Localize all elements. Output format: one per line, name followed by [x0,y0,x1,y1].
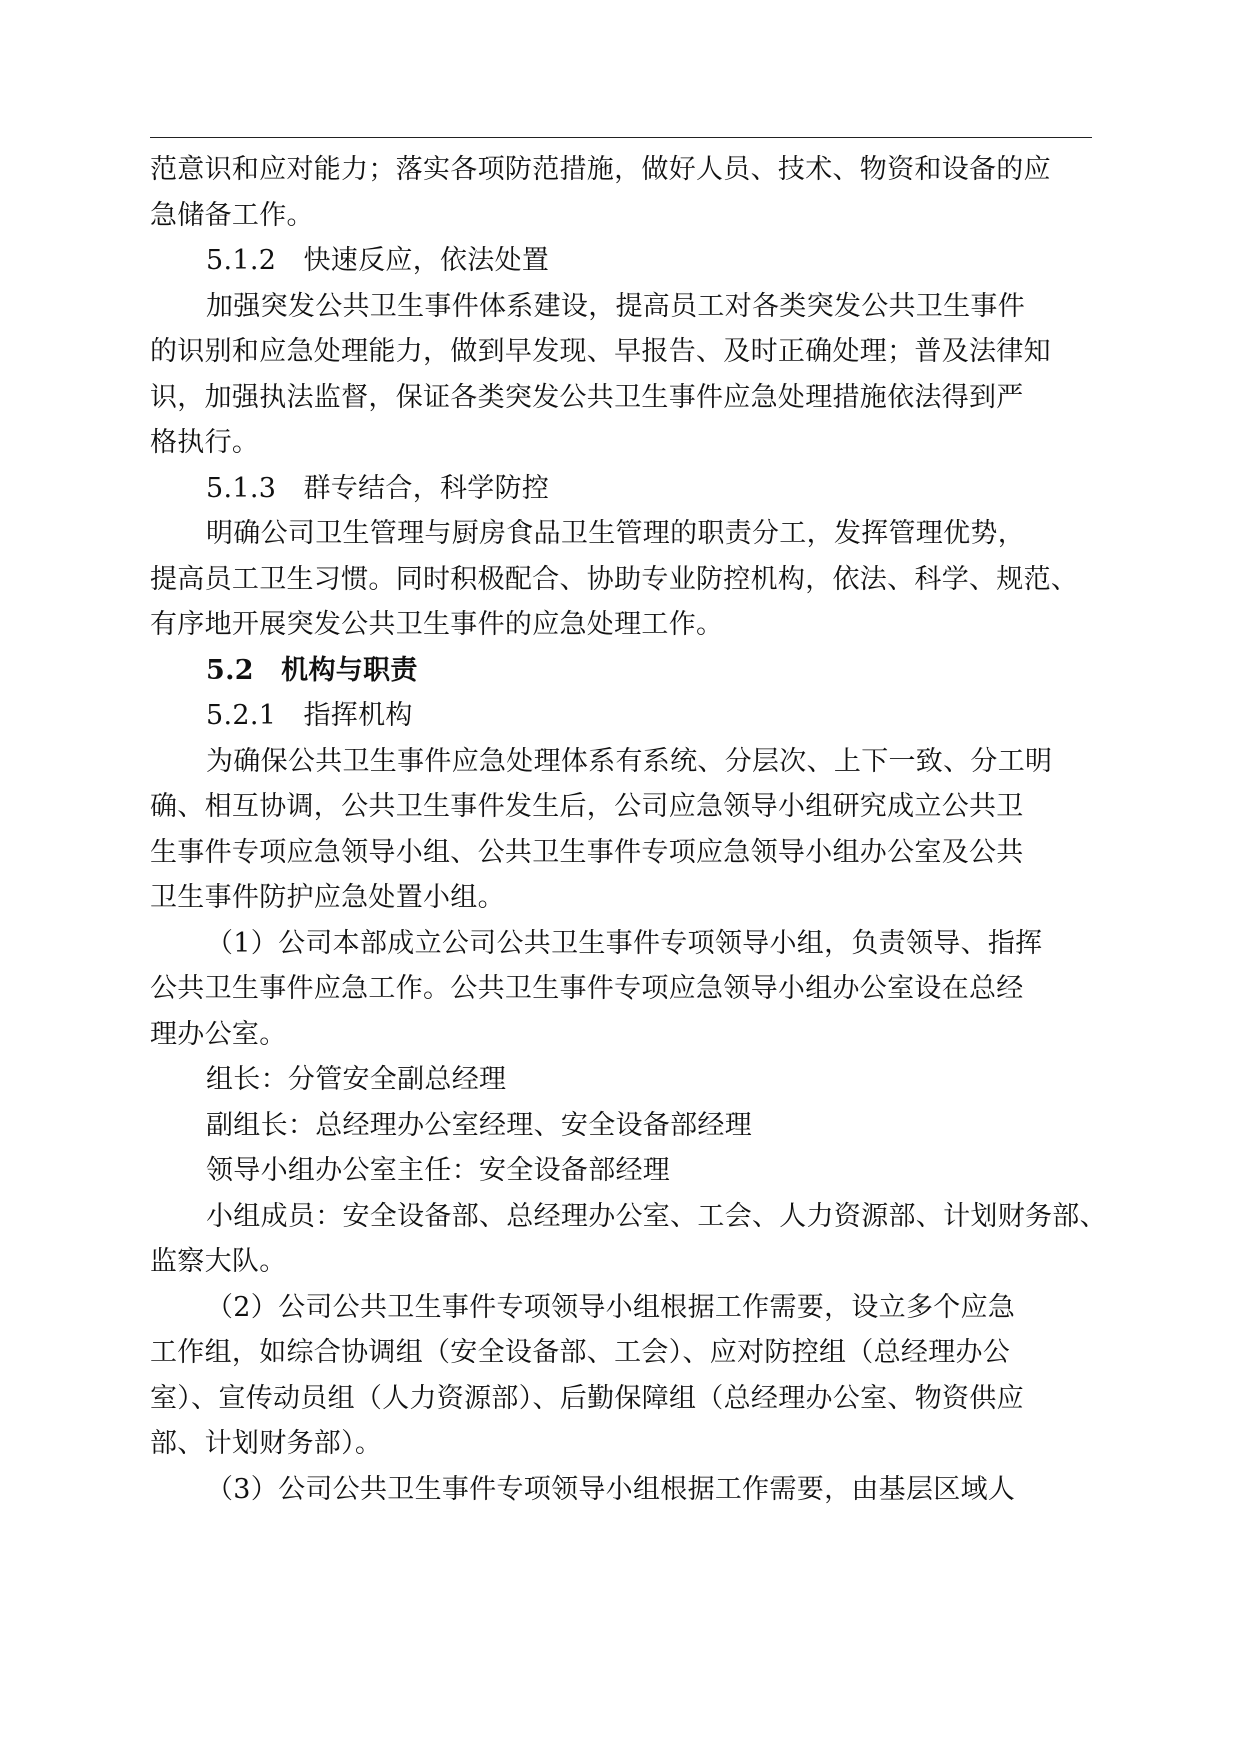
text-line: 小组成员：安全设备部、总经理办公室、工会、人力资源部、计划财务部、 [206,1200,1107,1232]
text-line: 生事件专项应急领导小组、公共卫生事件专项应急领导小组办公室及公共 [150,836,1024,868]
text-line: 提高员工卫生习惯。同时积极配合、协助专业防控机构，依法、科学、规范、 [150,563,1079,595]
document-body [150,147,1107,1512]
text-line: 公共卫生事件应急工作。公共卫生事件专项应急领导小组办公室设在总经 [150,973,1024,1004]
text-line: 工作组，如综合协调组（安全设备部、工会）、应对防控组（总经理办公 [150,1337,1011,1368]
text-line: 理办公室。 [150,1018,287,1050]
text-line: （2）公司公共卫生事件专项领导小组根据工作需要，设立多个应急 [206,1291,1016,1323]
text-line: 监察大队。 [150,1246,287,1277]
text-line: （1）公司本部成立公司公共卫生事件专项领导小组，负责领导、指挥 [206,927,1043,959]
section-heading: 5.2 机构与职责 [206,654,418,686]
text-line: 的识别和应急处理能力，做到早发现、早报告、及时正确处理；普及法律知 [150,336,1051,367]
text-line: 5.2.1 指挥机构 [206,700,413,731]
text-line: 5.1.3 群专结合，科学防控 [206,472,550,504]
text-line: 确、相互协调，公共卫生事件发生后，公司应急领导小组研究成立公共卫 [150,791,1024,822]
text-line: 格执行。 [150,427,260,458]
text-line: 领导小组办公室主任：安全设备部经理 [206,1155,671,1186]
text-line: 识，加强执法监督，保证各类突发公共卫生事件应急处理措施依法得到严 [150,381,1024,413]
text-line: 卫生事件防护应急处置小组。 [150,882,505,913]
header-rule [150,137,1092,138]
text-line: 组长：分管安全副总经理 [206,1064,507,1095]
text-line: 明确公司卫生管理与厨房食品卫生管理的职责分工，发挥管理优势， [206,518,1025,549]
text-line: 部、计划财务部）。 [150,1428,383,1459]
text-line: 有序地开展突发公共卫生事件的应急处理工作。 [150,609,724,640]
text-line: （3）公司公共卫生事件专项领导小组根据工作需要，由基层区域人 [206,1473,1016,1505]
text-line: 范意识和应对能力；落实各项防范措施，做好人员、技术、物资和设备的应 [150,154,1051,185]
text-line: 5.1.2 快速反应，依法处置 [206,245,550,276]
text-line: 室）、宣传动员组（人力资源部）、后勤保障组（总经理办公室、物资供应 [150,1382,1024,1414]
text-line: 加强突发公共卫生事件体系建设，提高员工对各类突发公共卫生事件 [206,290,1025,322]
text-line: 急储备工作。 [150,199,314,231]
text-line: 为确保公共卫生事件应急处理体系有系统、分层次、上下一致、分工明 [206,745,1053,777]
text-line: 副组长：总经理办公室经理、安全设备部经理 [206,1109,752,1141]
